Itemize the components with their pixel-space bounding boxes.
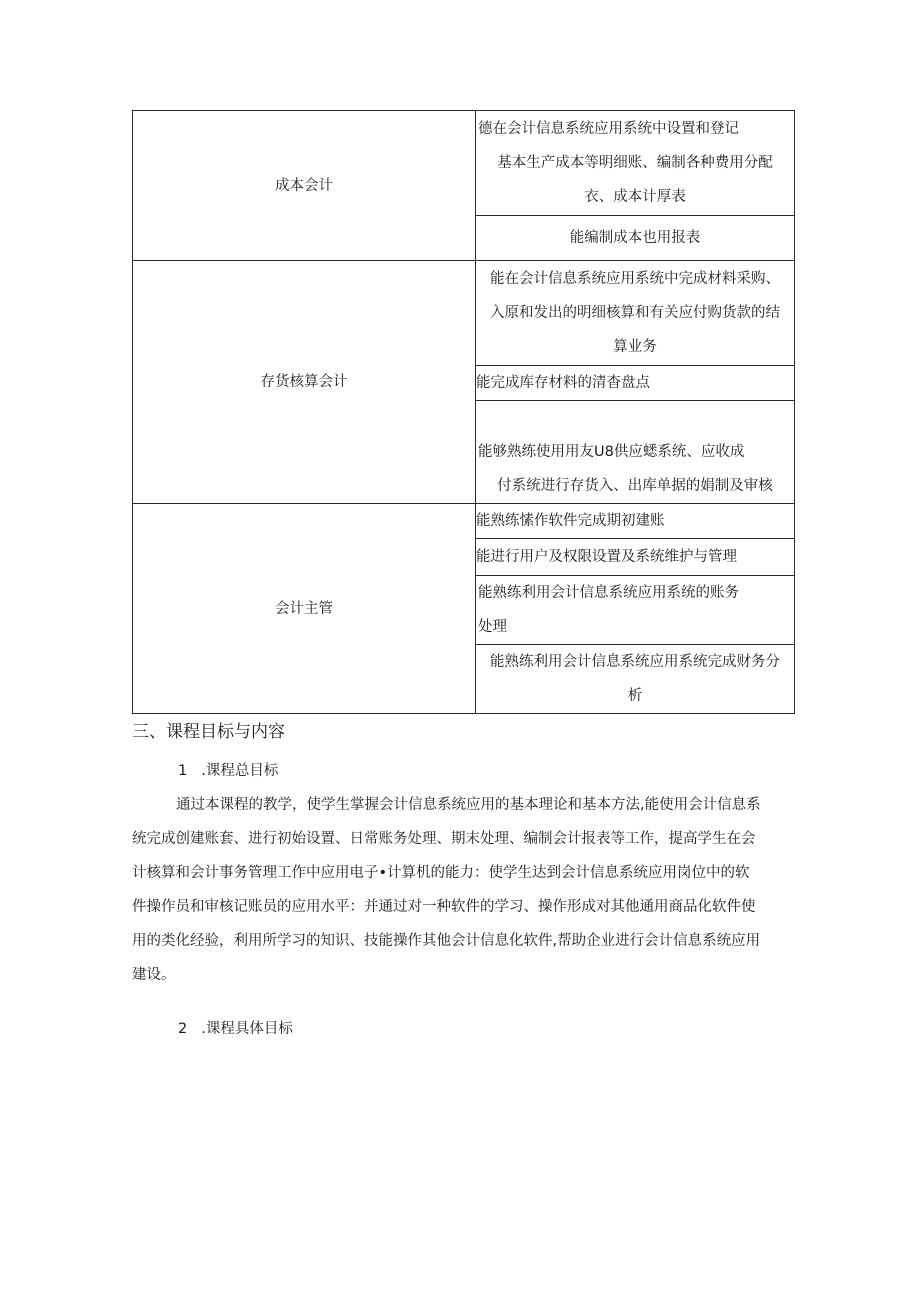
duty-cell: 能编制成本也用报表 xyxy=(476,216,795,261)
item-title: .课程总目标 xyxy=(201,763,279,779)
table-row xyxy=(133,504,795,539)
paragraph-line: 件操作员和审核记账员的应用水平：并通过对一种软件的学习、操作形成对其他通用商品化软件使 xyxy=(132,899,756,915)
duty-line: 衣、成本计厚表 xyxy=(584,189,686,205)
duty-cell xyxy=(476,576,795,645)
duty-line: 德在会计信息系统应用系统中设置和登记 xyxy=(478,121,739,137)
duty-line: 析 xyxy=(627,688,643,704)
table-row xyxy=(133,261,795,366)
item-number: 1 xyxy=(178,763,188,779)
item-number: 2 xyxy=(178,1021,188,1037)
duty-cell xyxy=(476,261,795,366)
duty-line: 能够熟练使用用友U8供应蟋系统、应收成 xyxy=(478,444,745,460)
duty-line: 算业务 xyxy=(613,339,657,355)
duty-cell: 能完成库存材料的清杳盘点 xyxy=(476,366,795,401)
role-cell: 会计主管 xyxy=(133,504,476,714)
table-row xyxy=(133,111,795,216)
paragraph-line: 建设。 xyxy=(132,967,176,983)
role-duty-table xyxy=(132,110,795,714)
duty-cell xyxy=(476,645,795,714)
duty-line: 处理 xyxy=(478,619,507,635)
duty-cell: 能熟练愫作软件完成期初建账 xyxy=(476,504,795,539)
duty-line: 能在会计信息系统应用系统中完成材料采购、 xyxy=(490,271,780,287)
section-heading: 三、课程目标与内容 xyxy=(132,722,285,742)
paragraph-line: 用的类化经验，利用所学习的知识、技能操作其他会计信息化软件,帮助企业进行会计信息系统应用 xyxy=(132,933,761,949)
duty-line: 入原和发出的明细核算和有关应付购货款的结 xyxy=(490,305,780,321)
goal-paragraph xyxy=(132,788,796,992)
duty-cell: 能进行用户及权限设置及系统维护与管理 xyxy=(476,539,795,576)
duty-line: 付系统进行存货入、出库单据的娟制及审核 xyxy=(497,478,773,494)
duty-line: 基本生产成本等明细账、编制各种费用分配 xyxy=(497,155,773,171)
role-cell: 成本会计 xyxy=(133,111,476,261)
role-cell: 存货核算会计 xyxy=(133,261,476,504)
duty-cell xyxy=(476,401,795,504)
duty-line: 能熟练利用会计信息系统应用系统的账务 xyxy=(478,585,739,601)
duty-cell xyxy=(476,111,795,216)
paragraph-line: 统完成创建账套、进行初始设置、日常账务处理、期末处理、编制会计报表等工作，提高学生在会 xyxy=(132,831,756,847)
paragraph-line: 计核算和会计事务管理工作中应用电子•计算机的能力：使学生达到会计信息系统应用岗位中的软 xyxy=(132,865,750,881)
paragraph-line: 通过本课程的教学，使学生掌握会计信息系统应用的基本理论和基本方法,能使用会计信息系 xyxy=(176,797,761,813)
item-1-heading xyxy=(178,760,278,782)
item-2-heading xyxy=(178,1018,293,1040)
duty-line: 能熟练利用会计信息系统应用系统完成财务分 xyxy=(490,654,780,670)
item-title: .课程具体目标 xyxy=(201,1021,293,1037)
